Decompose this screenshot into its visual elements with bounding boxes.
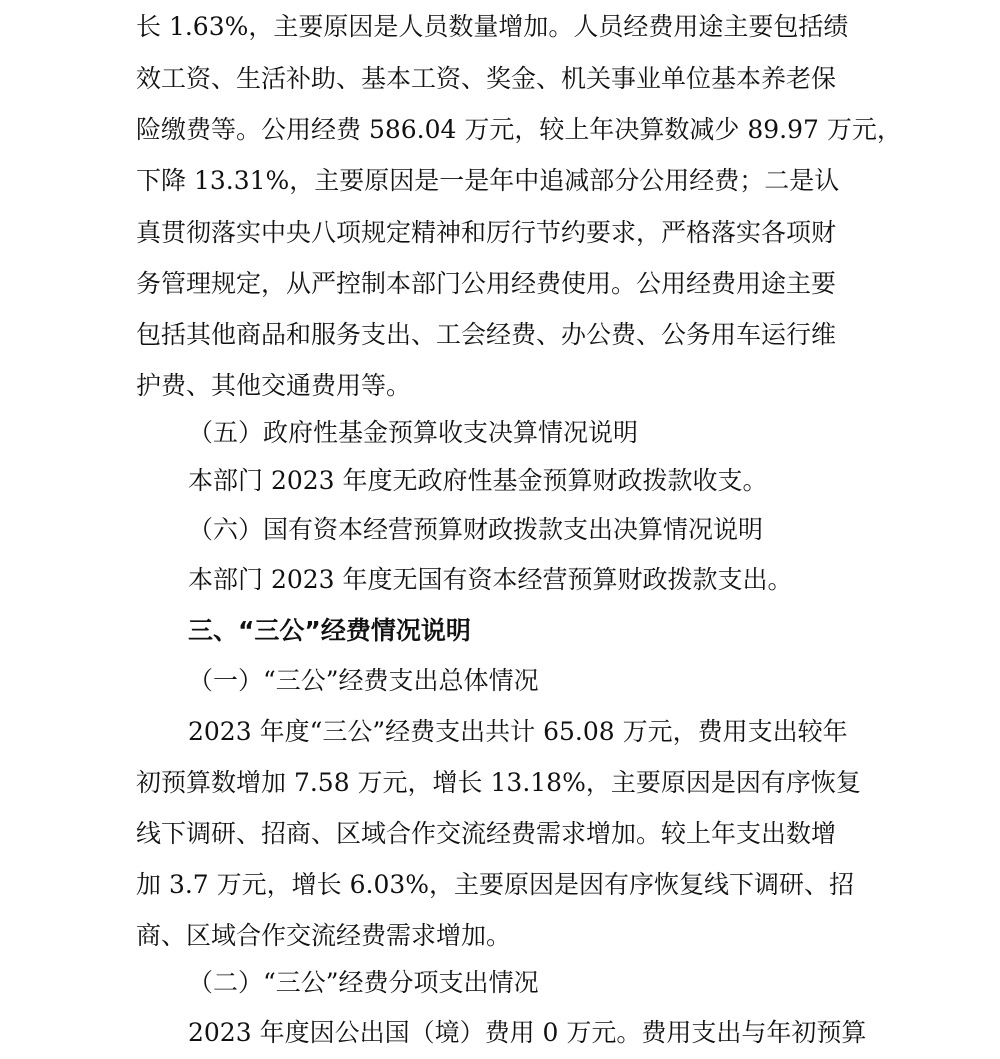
body-text-line: 2023 年度“三公”经费支出共计 65.08 万元，费用支出较年 xyxy=(188,717,848,746)
subheading-state-capital: （六）国有资本经营预算财政拨款支出决算情况说明 xyxy=(188,515,764,544)
body-text-line: 务管理规定，从严控制本部门公用经费使用。公用经费用途主要 xyxy=(136,269,837,298)
body-text-line: 真贯彻落实中央八项规定精神和厉行节约要求，严格落实各项财 xyxy=(136,218,837,247)
subheading-itemized: （二）“三公”经费分项支出情况 xyxy=(188,968,539,997)
body-text-line: 商、区域合作交流经费需求增加。 xyxy=(136,921,512,950)
subheading-overall: （一）“三公”经费支出总体情况 xyxy=(188,666,539,695)
body-text-line: 效工资、生活补助、基本工资、奖金、机关事业单位基本养老保 xyxy=(136,64,837,93)
section-heading-three-public: 三、“三公”经费情况说明 xyxy=(188,616,471,645)
body-text-line: 护费、其他交通费用等。 xyxy=(136,371,412,400)
subheading-government-fund: （五）政府性基金预算收支决算情况说明 xyxy=(188,418,639,447)
body-text-line: 本部门 2023 年度无政府性基金预算财政拨款收支。 xyxy=(188,466,768,495)
body-text-line: 加 3.7 万元，增长 6.03%，主要原因是因有序恢复线下调研、招 xyxy=(136,870,855,899)
body-text-line: 初预算数增加 7.58 万元，增长 13.18%，主要原因是因有序恢复 xyxy=(136,768,861,797)
body-text-line: 2023 年度因公出国（境）费用 0 万元。费用支出与年初预算 xyxy=(188,1018,867,1047)
body-text-line: 下降 13.31%，主要原因是一是年中追减部分公用经费；二是认 xyxy=(136,166,840,195)
body-text-line: 线下调研、招商、区域合作交流经费需求增加。较上年支出数增 xyxy=(136,819,837,848)
body-text-line: 包括其他商品和服务支出、工会经费、办公费、公务用车运行维 xyxy=(136,320,837,349)
body-text-line: 险缴费等。公用经费 586.04 万元，较上年决算数减少 89.97 万元， xyxy=(136,115,902,144)
body-text-line: 本部门 2023 年度无国有资本经营预算财政拨款支出。 xyxy=(188,565,793,594)
body-text-line: 长 1.63%，主要原因是人员数量增加。人员经费用途主要包括绩 xyxy=(136,12,849,41)
